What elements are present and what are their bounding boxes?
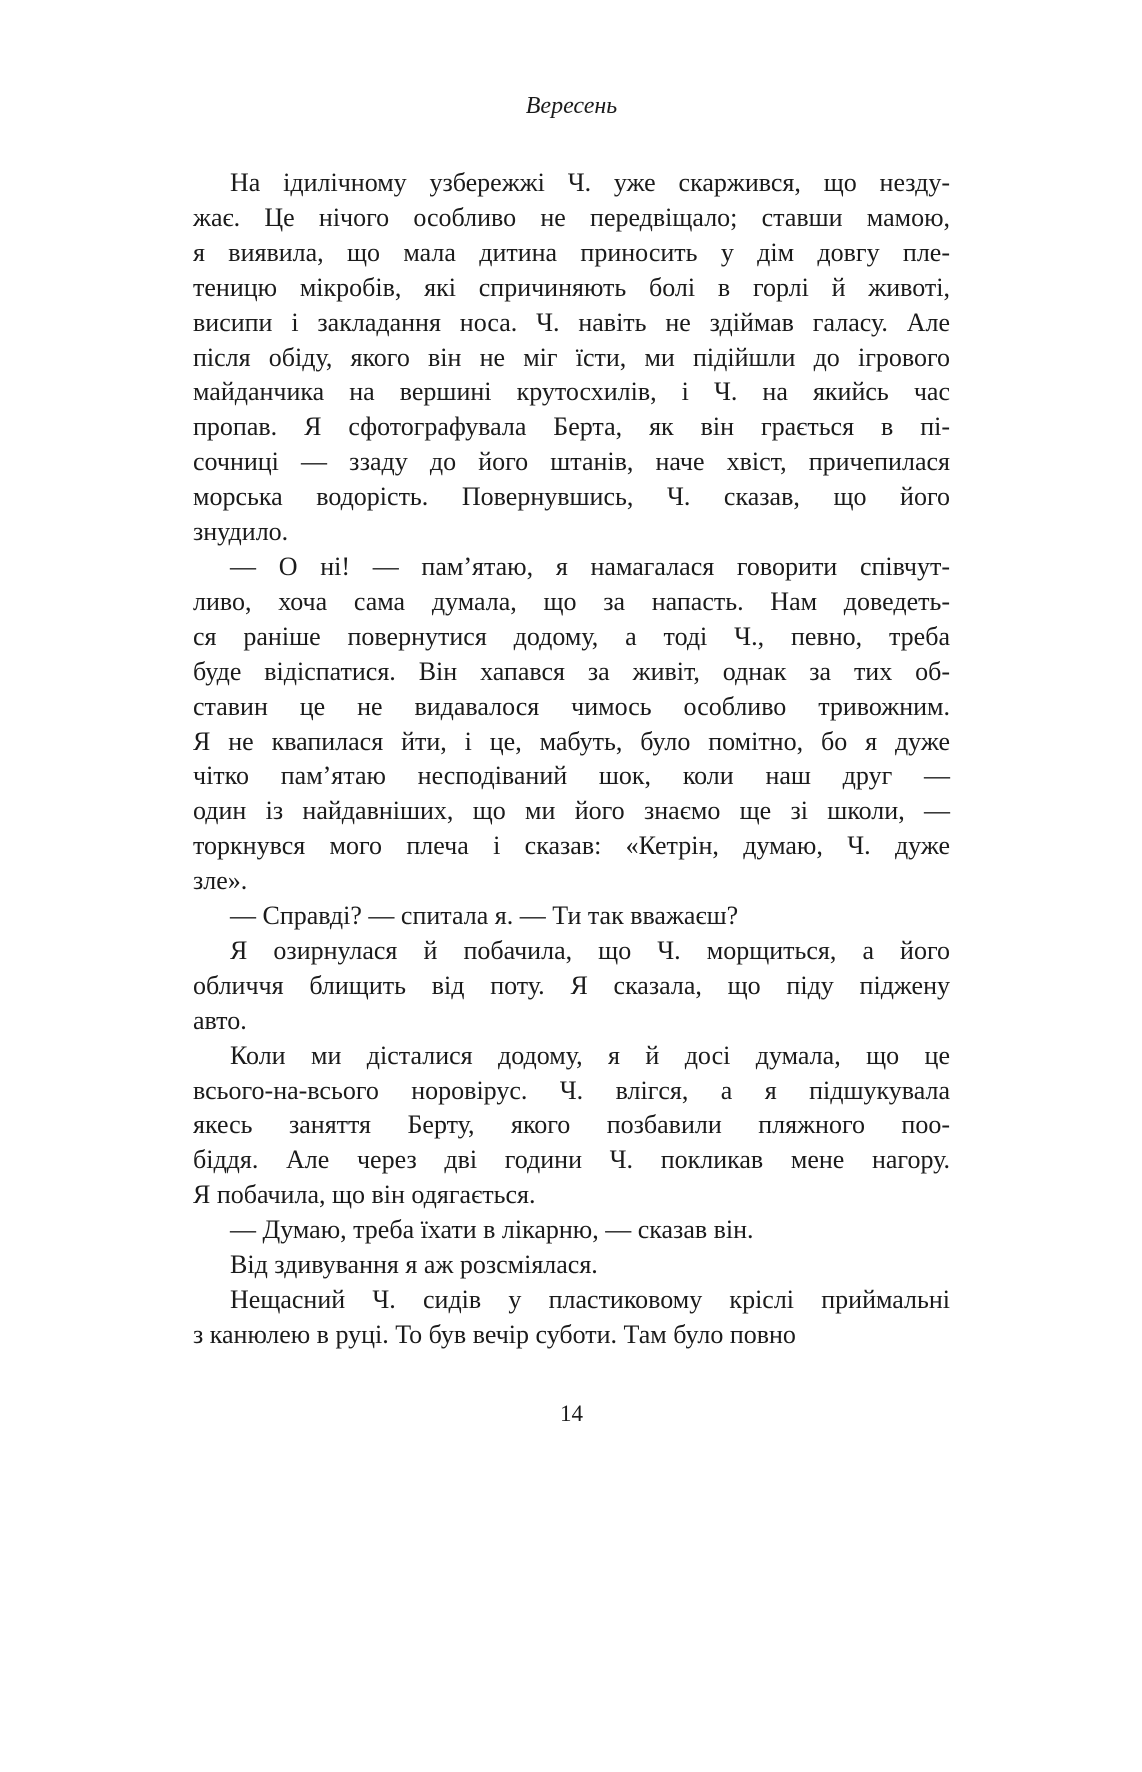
text-line: знудило. [193, 517, 289, 547]
text-line: чітко пам’ятаю несподіваний шок, коли наш друг — [193, 761, 950, 791]
text-line: сочниці — ззаду до його штанів, наче хвіст, причепилася [193, 447, 950, 477]
text-line: всього-на-всього норовірус. Ч. влігся, а я підшукувала [193, 1075, 950, 1105]
text-line: На ідилічному узбережжі Ч. уже скаржився, що незду- [230, 168, 950, 197]
text-line: теницю мікробів, які спричиняють болі в горлі й животі, [193, 272, 950, 302]
text-line: жає. Це нічого особливо не передвіщало; ставши мамою, [193, 202, 950, 232]
text-line: — О ні! — пам’ятаю, я намагалася говорити співчут- [230, 551, 950, 581]
text-line: буде відіспатися. Він хапався за живіт, однак за тих об- [193, 656, 950, 686]
text-line: Я побачила, що він одягається. [193, 1180, 536, 1210]
paragraph [193, 934, 950, 1039]
paragraph [193, 550, 950, 899]
text-line: майданчика на вершині крутосхилів, і Ч. на якийсь час [193, 377, 950, 407]
text-line: після обіду, якого він не міг їсти, ми підійшли до ігрового [193, 342, 950, 372]
text-line: я виявила, що мала дитина приносить у дім довгу пле- [193, 237, 950, 267]
text-line: — Справді? — спитала я. — Ти так вважаєш? [230, 901, 739, 931]
paragraph [193, 1213, 950, 1248]
text-line: Коли ми дісталися додому, я й досі думала, що це [230, 1040, 950, 1070]
text-line: ся раніше повернутися додому, а тоді Ч., певно, треба [193, 621, 950, 651]
text-line: — Думаю, треба їхати в лікарню, — сказав він. [230, 1215, 754, 1245]
paragraph [193, 899, 950, 934]
text-line: торкнувся мого плеча і сказав: «Кетрін, думаю, Ч. дуже [193, 831, 950, 861]
paragraph [193, 166, 950, 550]
text-line: якесь заняття Берту, якого позбавили пляжного поо- [193, 1110, 950, 1140]
text-line: морська водорість. Повернувшись, Ч. сказав, що його [193, 482, 950, 512]
paragraph [193, 1039, 950, 1214]
text-line: біддя. Але через дві години Ч. покликав мене нагору. [193, 1145, 950, 1175]
paragraph [193, 1283, 950, 1353]
text-line: Від здивування я аж розсміялася. [230, 1250, 598, 1280]
text-line: зле». [193, 866, 248, 896]
text-line: ставин це не видавалося чимось особливо тривожним. [193, 691, 950, 721]
text-line: з канюлею в руці. То був вечір суботи. Там було повно [193, 1319, 796, 1349]
text-line: ливо, хоча сама думала, що за напасть. Нам доведеть- [193, 586, 950, 616]
running-header: Вересень [525, 93, 618, 119]
text-line: один із найдавніших, що ми його знаємо ще зі школи, — [193, 796, 950, 826]
page-number: 14 [560, 1401, 583, 1426]
text-line: Нещасний Ч. сидів у пластиковому кріслі приймальні [230, 1285, 950, 1314]
text-line: обличчя блищить від поту. Я сказала, що піду піджену [193, 970, 950, 1000]
text-line: авто. [193, 1005, 247, 1035]
paragraph [193, 1248, 950, 1283]
text-line: пропав. Я сфотографувала Берта, як він грається в пі- [193, 412, 950, 442]
text-line: Я озирнулася й побачила, що Ч. морщиться, а його [230, 935, 950, 965]
body-text [193, 166, 950, 1353]
text-line: Я не квапилася йти, і це, мабуть, було помітно, бо я дуже [193, 726, 950, 756]
text-line: висипи і закладання носа. Ч. навіть не здіймав галасу. Але [193, 307, 950, 337]
